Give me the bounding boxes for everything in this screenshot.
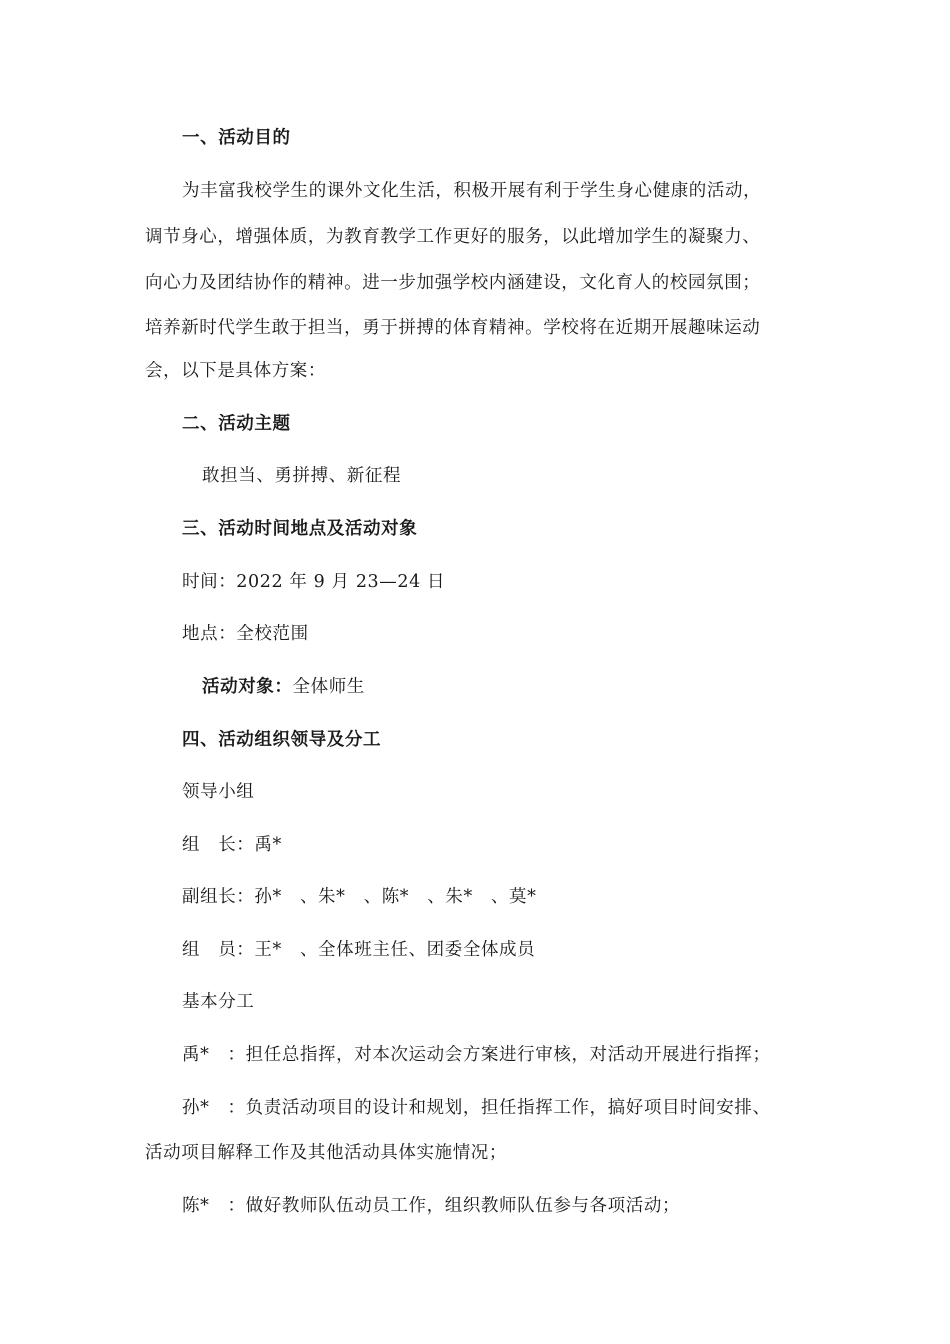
paragraph-line: 培养新时代学生敢于担当，勇于拼搏的体育精神。学校将在近期开展趣味运动: [145, 318, 761, 338]
target-line: [202, 675, 365, 699]
place-text: 地点：全校范围: [182, 624, 309, 644]
paragraph-line: 向心力及团结协作的精神。进一步加强学校内涵建设，文化育人的校园氛围；: [145, 273, 761, 293]
theme-text: 敢担当、勇拼搏、新征程: [202, 466, 402, 486]
paragraph-line: 调节身心，增强体质，为教育教学工作更好的服务，以此增加学生的凝聚力、: [145, 227, 761, 247]
target-label: 活动对象：: [202, 677, 293, 697]
section-heading-organization: 四、活动组织领导及分工: [182, 730, 382, 750]
paragraph-line: 为丰富我校学生的课外文化生活，积极开展有利于学生身心健康的活动，: [182, 181, 762, 201]
duty-line: 陈* ：做好教师队伍动员工作，组织教师队伍参与各项活动；: [182, 1196, 681, 1216]
section-heading-theme: 二、活动主题: [182, 414, 291, 434]
duty-line: 孙* ：负责活动项目的设计和规划，担任指挥工作，搞好项目时间安排、: [182, 1098, 771, 1118]
leader-line: 组 长：禹*: [182, 835, 282, 855]
duty-line: 禹* ：担任总指挥，对本次运动会方案进行审核，对活动开展进行指挥；: [182, 1045, 771, 1065]
target-value: 全体师生: [292, 677, 365, 697]
vice-leaders-line: 副组长：孙* 、朱* 、陈* 、朱* 、莫*: [182, 887, 537, 907]
leader-group-title: 领导小组: [182, 782, 255, 802]
members-line: 组 员：王* 、全体班主任、团委全体成员: [182, 940, 536, 960]
section-heading-purpose: 一、活动目的: [182, 128, 291, 148]
section-heading-time-place: 三、活动时间地点及活动对象: [182, 519, 418, 539]
paragraph-line: 会，以下是具体方案：: [145, 361, 326, 381]
division-title: 基本分工: [182, 992, 255, 1012]
time-text: 时间：2022 年 9 月 23—24 日: [182, 572, 446, 592]
duty-line: 活动项目解释工作及其他活动具体实施情况；: [145, 1143, 507, 1163]
